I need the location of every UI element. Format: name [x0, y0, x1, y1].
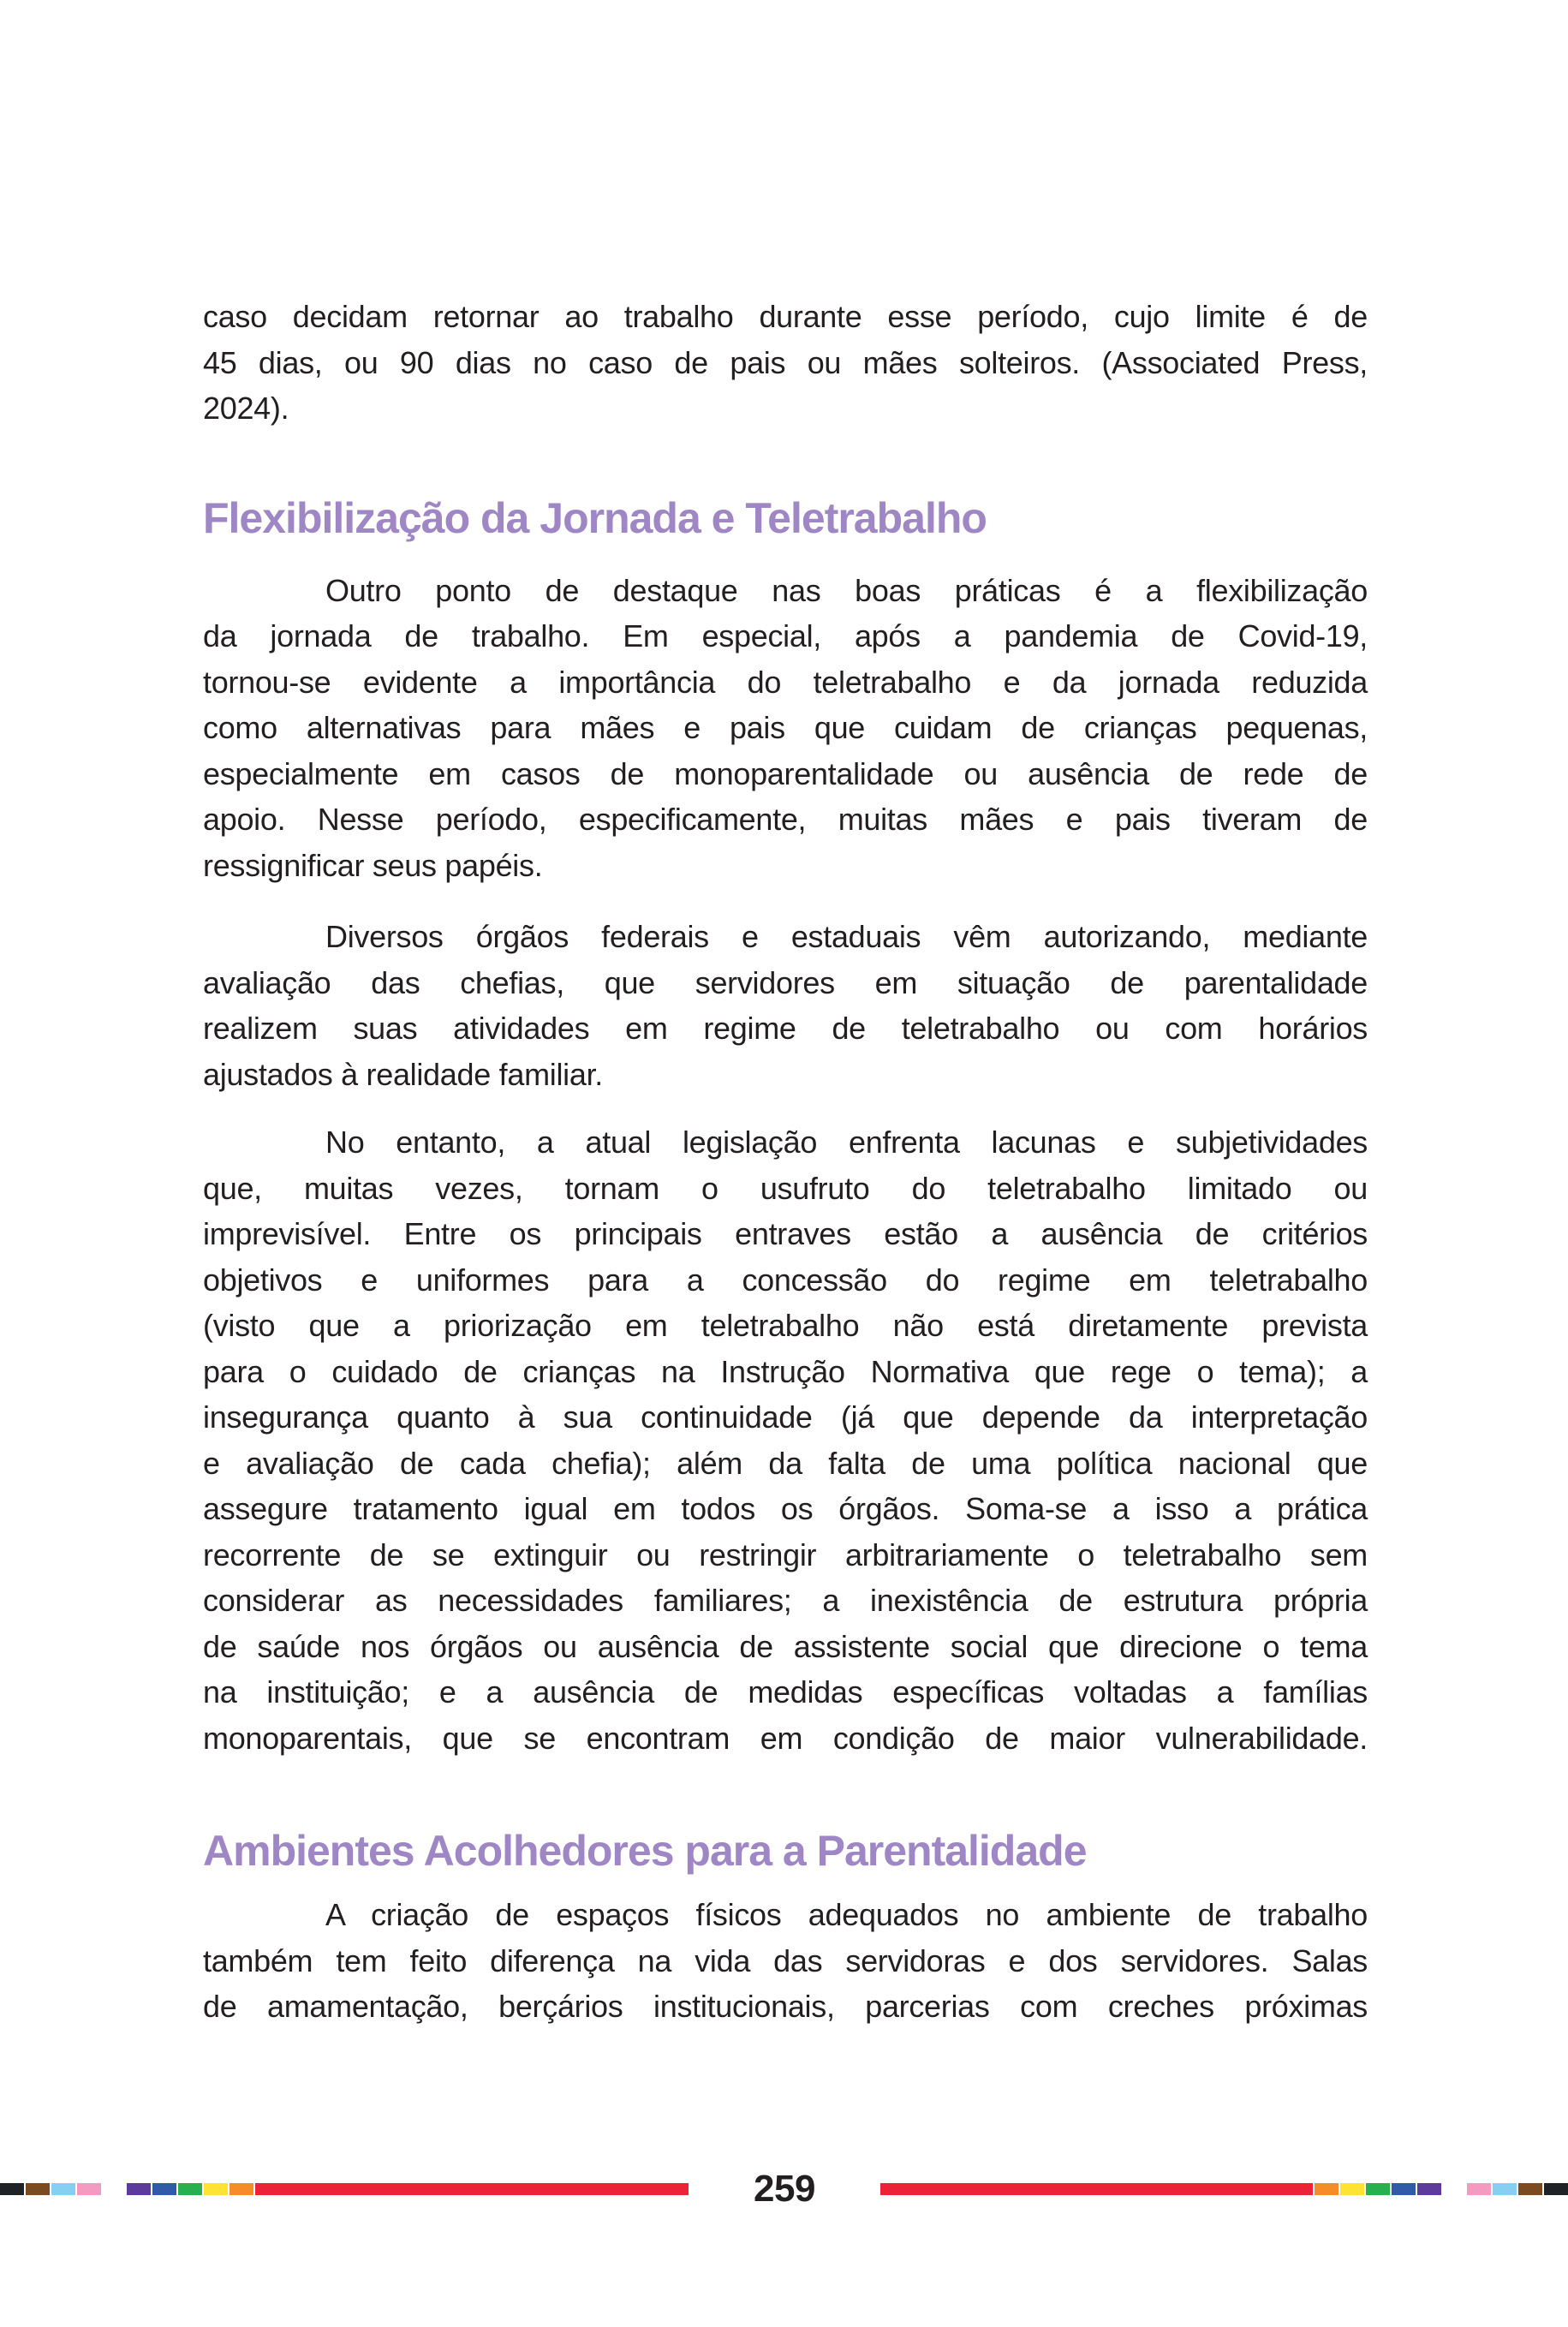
paragraph	[203, 1892, 1368, 2030]
stripe-segment	[1392, 2183, 1416, 2195]
text-line: (visto que a priorização em teletrabalho não está diretamente prevista	[203, 1308, 1368, 1343]
stripe-segment	[204, 2183, 228, 2195]
paragraph	[203, 914, 1368, 1097]
text-line: da jornada de trabalho. Em especial, após a pandemia de Covid-19,	[203, 618, 1368, 653]
footer-bar	[255, 2183, 689, 2195]
text-line: insegurança quanto à sua continuidade (já que depende da interpretação	[203, 1399, 1368, 1435]
text-line: que, muitas vezes, tornam o usufruto do teletrabalho limitado ou	[203, 1170, 1368, 1206]
text-line: e avaliação de cada chefia); além da falta de uma política nacional que	[203, 1445, 1368, 1481]
page-number-box	[689, 2168, 880, 2210]
paragraph	[203, 294, 1368, 432]
stripe-segment	[1467, 2183, 1491, 2195]
text-line: Diversos órgãos federais e estaduais vêm autorizando, mediante	[325, 919, 1368, 954]
text-line: especialmente em casos de monoparentalidade ou ausência de rede de	[203, 755, 1368, 791]
stripe-segment	[1493, 2183, 1517, 2195]
stripe-segment	[26, 2183, 50, 2195]
footer-bar	[880, 2183, 1313, 2195]
text-line: imprevisível. Entre os principais entraves estão a ausência de critérios	[203, 1216, 1368, 1251]
stripe-segment	[178, 2183, 202, 2195]
stripe-segment	[1340, 2183, 1364, 2195]
text-line: assegure tratamento igual em todos os órgãos. Soma-se a isso a prática	[203, 1491, 1368, 1526]
stripe-segment	[1315, 2183, 1338, 2195]
stripe-segment	[1544, 2183, 1568, 2195]
stripe-segment	[1417, 2183, 1441, 2195]
paragraph	[203, 1119, 1368, 1761]
text-line: caso decidam retornar ao trabalho durante esse período, cujo limite é de	[203, 299, 1368, 334]
text-line: avaliação das chefias, que servidores em situação de parentalidade	[203, 964, 1368, 1000]
stripe-segment	[51, 2183, 75, 2195]
page-number: 259	[754, 2168, 815, 2210]
text-line: também tem feito diferença na vida das servidoras e dos servidores. Salas	[203, 1942, 1368, 1978]
text-line: na instituição; e a ausência de medidas específicas voltadas a famílias	[203, 1674, 1368, 1709]
footer-stripe-left	[0, 2183, 689, 2195]
text-line: ajustados à realidade familiar.	[203, 1056, 603, 1092]
text-line: recorrente de se extinguir ou restringir arbitrariamente o teletrabalho sem	[203, 1536, 1368, 1572]
text-line: monoparentais, que se encontram em condição de maior vulnerabilidade.	[203, 1720, 1368, 1756]
section-heading-flexibilizacao: Flexibilização da Jornada e Teletrabalho	[203, 493, 987, 542]
text-line: de saúde nos órgãos ou ausência de assistente social que direcione o tema	[203, 1628, 1368, 1664]
stripe-segment	[1518, 2183, 1542, 2195]
text-line: 45 dias, ou 90 dias no caso de pais ou mães solteiros. (Associated Press,	[203, 344, 1368, 380]
text-line: tornou-se evidente a importância do teletrabalho e da jornada reduzida	[203, 664, 1368, 700]
text-line: de amamentação, berçários institucionais, parcerias com creches próximas	[203, 1989, 1368, 2024]
page-footer	[0, 2168, 1568, 2210]
stripe-segment	[230, 2183, 253, 2195]
text-line: A criação de espaços físicos adequados no ambiente de trabalho	[325, 1897, 1368, 1932]
text-line: considerar as necessidades familiares; a inexistência de estrutura própria	[203, 1583, 1368, 1618]
stripe-segment	[152, 2183, 176, 2195]
text-line: objetivos e uniformes para a concessão do regime em teletrabalho	[203, 1262, 1368, 1298]
stripe-gap	[103, 2183, 125, 2195]
text-line: Outro ponto de destaque nas boas práticas é a flexibilização	[325, 572, 1368, 608]
page-content	[203, 294, 1368, 2030]
stripe-segment	[127, 2183, 151, 2195]
stripe-segment	[0, 2183, 24, 2195]
stripe-gap	[1443, 2183, 1465, 2195]
text-line: realizem suas atividades em regime de teletrabalho ou com horários	[203, 1011, 1368, 1046]
text-line: como alternativas para mães e pais que cuidam de crianças pequenas,	[203, 710, 1368, 745]
text-line: No entanto, a atual legislação enfrenta lacunas e subjetividades	[325, 1125, 1368, 1160]
text-line: 2024).	[203, 391, 289, 426]
text-line: para o cuidado de crianças na Instrução Normativa que rege o tema); a	[203, 1353, 1368, 1389]
section-heading-ambientes: Ambientes Acolhedores para a Parentalidade	[203, 1827, 1087, 1875]
stripe-segment	[1366, 2183, 1390, 2195]
paragraph	[203, 568, 1368, 889]
footer-stripe-right	[880, 2183, 1568, 2195]
stripe-segment	[77, 2183, 101, 2195]
text-line: ressignificar seus papéis.	[203, 847, 543, 883]
text-line: apoio. Nesse período, especificamente, muitas mães e pais tiveram de	[203, 802, 1368, 837]
